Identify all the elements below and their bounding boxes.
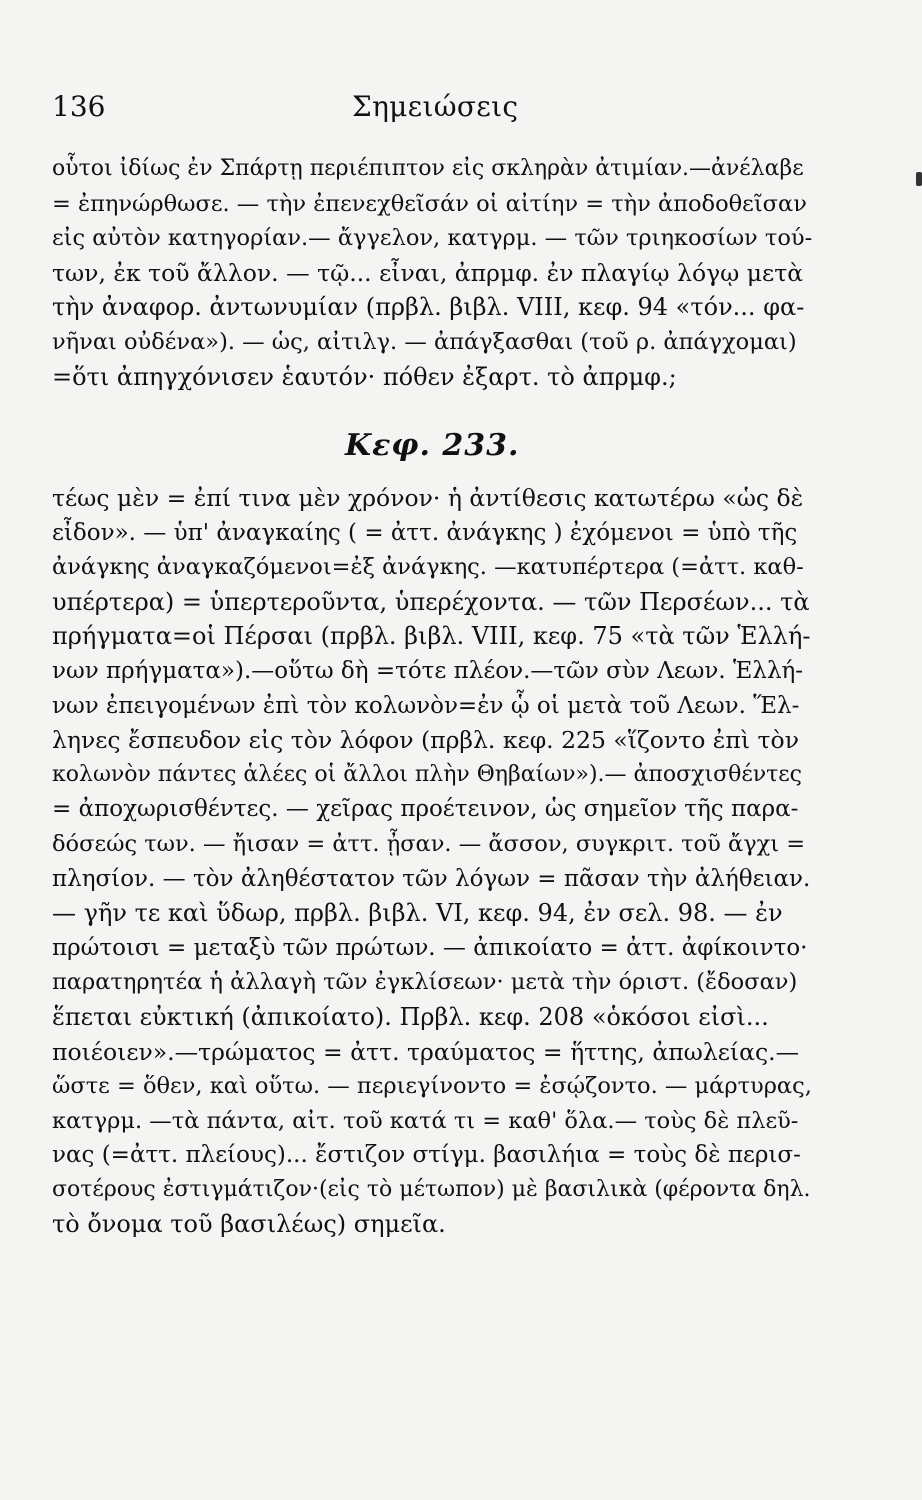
notes-paragraph-top xyxy=(52,152,812,394)
text-line: τέως μὲν = ἐπί τινα μὲν χρόνον· ἡ ἀντίθεσις κατωτέρω «ὡς δὲ xyxy=(52,484,804,512)
page-number: 136 xyxy=(52,90,106,123)
text-line: παρατηρητέα ἡ ἀλλαγὴ τῶν ἐγκλίσεων· μετὰ τὴν όριστ. (ἔδοσαν) xyxy=(52,969,798,996)
text-line: νων πρήγματα»).—οὕτω δὴ =τότε πλέον.—τῶν σὺν Λεων. Ἑλλή- xyxy=(52,657,804,684)
text-line: =ὅτι ἀπηγχόνισεν ἑαυτόν· πόθεν ἐξαρτ. τὸ ἀπρμφ.; xyxy=(52,362,677,391)
text-line: νων ἐπειγομένων ἐπὶ τὸν κολωνὸν=ἐν ᾧ οἱ μετὰ τοῦ Λεων. Ἕλ- xyxy=(52,692,800,719)
text-line: πλησίον. — τὸν ἀληθέστατον τῶν λόγων = πᾶσαν τὴν ἀλήθειαν. xyxy=(52,865,811,892)
running-head xyxy=(52,90,842,130)
text-line: πρώτοισι = μεταξὺ τῶν πρώτων. — ἀπικοίατο = ἀττ. ἀφίκοιντο· xyxy=(52,934,808,961)
running-title: Σημειώσεις xyxy=(352,90,519,123)
text-line: εἰς αὐτὸν κατηγορίαν.— ἄγγελον, κατγρμ. — τῶν τριηκοσίων τού- xyxy=(52,225,813,252)
text-line: νῆναι οὐδένα»). — ὡς, αἰτιλγ. — ἀπάγξασθαι (τοῦ ρ. ἀπάγχομαι) xyxy=(52,328,797,355)
text-line: κολωνὸν πάντες ἁλέες οἱ ἄλλοι πλὴν Θηβαίων»).— ἀποσχισθέντες xyxy=(52,761,802,787)
text-line: πρήγματα=οἱ Πέρσαι (πρβλ. βιβλ. VIII, κεφ. 75 «τὰ τῶν Ἑλλή- xyxy=(52,622,811,651)
text-line: ὥστε = ὅθεν, καὶ οὕτω. — περιεγίνοντο = ἐσῴζοντο. — μάρτυρας, xyxy=(52,1073,812,1100)
text-line: ποιέοιεν».—τρώματος = ἀττ. τραύματος = ἥττης, ἀπωλείας.— xyxy=(52,1037,800,1066)
text-line: ληνες ἔσπευδον εἰς τὸν λόφον (πρβλ. κεφ. 225 «ἵζοντο ἐπὶ τὸν xyxy=(52,726,799,755)
text-line: εἶδον». — ὑπ' ἀναγκαίης ( = ἀττ. ἀνάγκης ) ἐχόμενοι = ὑπὸ τῆς xyxy=(52,519,798,546)
notes-paragraph-bottom xyxy=(52,481,812,1242)
text-line: σοτέρους ἐστιγμάτιζον·(εἰς τὸ μέτωπον) μὲ βασιλικὰ (φέροντα δηλ. xyxy=(52,1176,811,1202)
text-line: δόσεώς των. — ἤισαν = ἀττ. ᾖσαν. — ἄσσον, συγκριτ. τοῦ ἄγχι = xyxy=(52,830,806,857)
page-edge-mark xyxy=(916,172,922,186)
text-line: ἀνάγκης ἀναγκαζόμενοι=ἐξ ἀνάγκης. —κατυπέρτερα (=ἀττ. καθ- xyxy=(52,554,804,581)
text-line: νας (=ἀττ. πλείους)... ἔστιζον στίγμ. βασιλήια = τοὺς δὲ περισ- xyxy=(52,1142,801,1169)
chapter-heading: Κεφ. 233. xyxy=(345,428,520,463)
text-line: υπέρτερα) = ὑπερτεροῦντα, ὑπερέχοντα. — τῶν Περσέων... τὰ xyxy=(52,587,810,616)
text-line: — γῆν τε καὶ ὕδωρ, πρβλ. βιβλ. VI, κεφ. 94, ἐν σελ. 98. — ἐν xyxy=(52,899,783,928)
text-line: = ἀποχωρισθέντες. — χεῖρας προέτεινον, ὡς σημεῖον τῆς παρα- xyxy=(52,796,799,823)
text-line: ἕπεται εὐκτική (ἀπικοίατο). Πρβλ. κεφ. 208 «ὁκόσοι εἰσὶ... xyxy=(52,1002,769,1031)
text-line: των, ἐκ τοῦ ἄλλον. — τῷ... εἶναι, ἀπρμφ. ἐν πλαγίῳ λόγῳ μετὰ xyxy=(52,258,804,287)
text-line: κατγρμ. —τὰ πάντα, αἰτ. τοῦ κατά τι = καθ' ὅλα.— τοὺς δὲ πλεῦ- xyxy=(52,1107,799,1134)
text-line: τὴν ἀναφορ. ἀντωνυμίαν (πρβλ. βιβλ. VIII, κεφ. 94 «τόν... φα- xyxy=(52,293,805,322)
text-line: τὸ ὄνομα τοῦ βασιλέως) σημεῖα. xyxy=(52,1210,446,1239)
text-line: = ἐπηνώρθωσε. — τὴν ἐπενεχθεῖσάν οἱ αἰτίην = τὴν ἀποδοθεῖσαν xyxy=(52,190,807,217)
text-line: οὗτοι ἰδίως ἐν Σπάρτῃ περιέπιπτον εἰς σκληρὰν ἀτιμίαν.—ἀνέλαβε xyxy=(52,156,804,181)
